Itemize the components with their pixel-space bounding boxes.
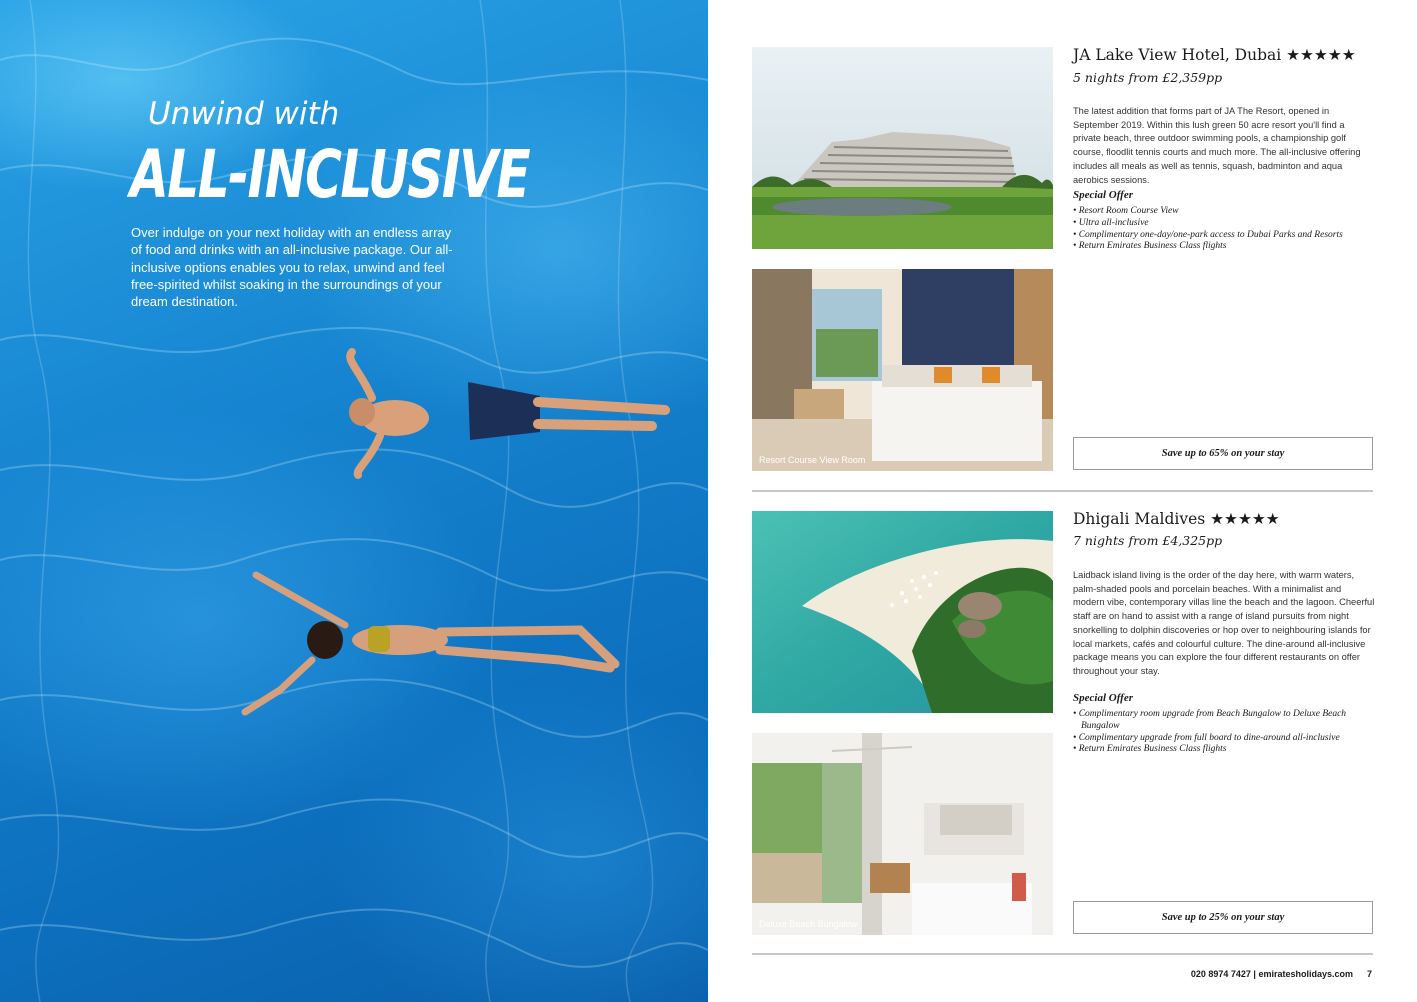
hero-title: ALL-INCLUSIVE <box>130 136 530 213</box>
star-rating: ★★★★★ <box>1210 510 1280 528</box>
deluxe-beach-bungalow-photo <box>752 733 1053 935</box>
hotel-description: The latest addition that forms part of JA The Resort, opened in September 2019. Within this lush green 50 acre resort you'll find a private beach, three outdoor swimming pools, a championship golf course, floodlit tennis courts and much more. The all-inclusive offering includes all meals as well as tennis, squash, badminton and aqua aerobics sessions. <box>1073 106 1361 185</box>
page-number: 7 <box>1366 969 1372 979</box>
resort-course-view-room-photo <box>752 269 1053 471</box>
offer-item: • Return Emirates Business Class flights <box>1073 241 1373 253</box>
hotel-description: Laidback island living is the order of the day here, with warm waters, palm-shaded pools and porcelain beaches. With a minimalist and modern vibe, contemporary villas line the beach and the lagoon. Cheerful staff are on hand to assist with a range of island pursuits from night snorkelling to dolphin discoveries or hop over to neighbouring islands for local markets, cafés and colourful culture. The dine-around all-inclusive package means you can explore the four different restaurants on offer throughout your stay. <box>1073 570 1375 676</box>
special-offer-heading: Special Offer <box>1073 692 1133 704</box>
offer-item: • Resort Room Course View <box>1073 206 1373 218</box>
page-footer <box>1191 969 1372 979</box>
hotel-price: 5 nights from £2,359pp <box>1073 70 1223 85</box>
save-offer-box: Save up to 65% on your stay <box>1073 437 1373 470</box>
hero-panel <box>0 0 708 1002</box>
offer-item: • Complimentary room upgrade from Beach Bungalow to Deluxe Beach Bungalow <box>1073 709 1373 733</box>
special-offer-list <box>1073 206 1373 253</box>
photo-caption: Deluxe Beach Bungalow <box>759 919 858 929</box>
offer-item: • Ultra all-inclusive <box>1073 218 1373 230</box>
offer-item: • Return Emirates Business Class flights <box>1073 744 1373 756</box>
woman-swimmer <box>245 575 615 712</box>
star-rating: ★★★★★ <box>1286 46 1356 64</box>
special-offer-list <box>1073 709 1373 756</box>
footer-contact: 020 8974 7427 | emiratesholidays.com <box>1190 969 1353 979</box>
hero-intro: Over indulge on your next holiday with an endless array of food and drinks with an all-inclusive package. Our all-inclusive options enables you to relax, unwind and feel free-spirited whilst soaking in the surroundings of your dream destination. <box>131 225 453 310</box>
section-divider <box>752 490 1373 492</box>
save-offer-box: Save up to 25% on your stay <box>1073 901 1373 934</box>
offer-item: • Complimentary one-day/one-park access to Dubai Parks and Resorts <box>1073 230 1373 242</box>
dhigali-aerial-photo <box>752 511 1053 713</box>
hotel-price: 7 nights from £4,325pp <box>1073 533 1223 548</box>
special-offer-heading: Special Offer <box>1073 189 1133 201</box>
hotel-name-dhigali: Dhigali Maldives ★★★★★ <box>1073 510 1280 528</box>
footer-divider <box>752 953 1373 955</box>
photo-caption: Resort Course View Room <box>759 455 866 465</box>
offer-item: • Complimentary upgrade from full board to dine-around all-inclusive <box>1073 733 1373 745</box>
hotel-name-ja-lake-view: JA Lake View Hotel, Dubai ★★★★★ <box>1073 46 1356 64</box>
ja-lake-view-exterior-photo <box>752 47 1053 249</box>
hero-kicker: Unwind with <box>148 96 340 132</box>
